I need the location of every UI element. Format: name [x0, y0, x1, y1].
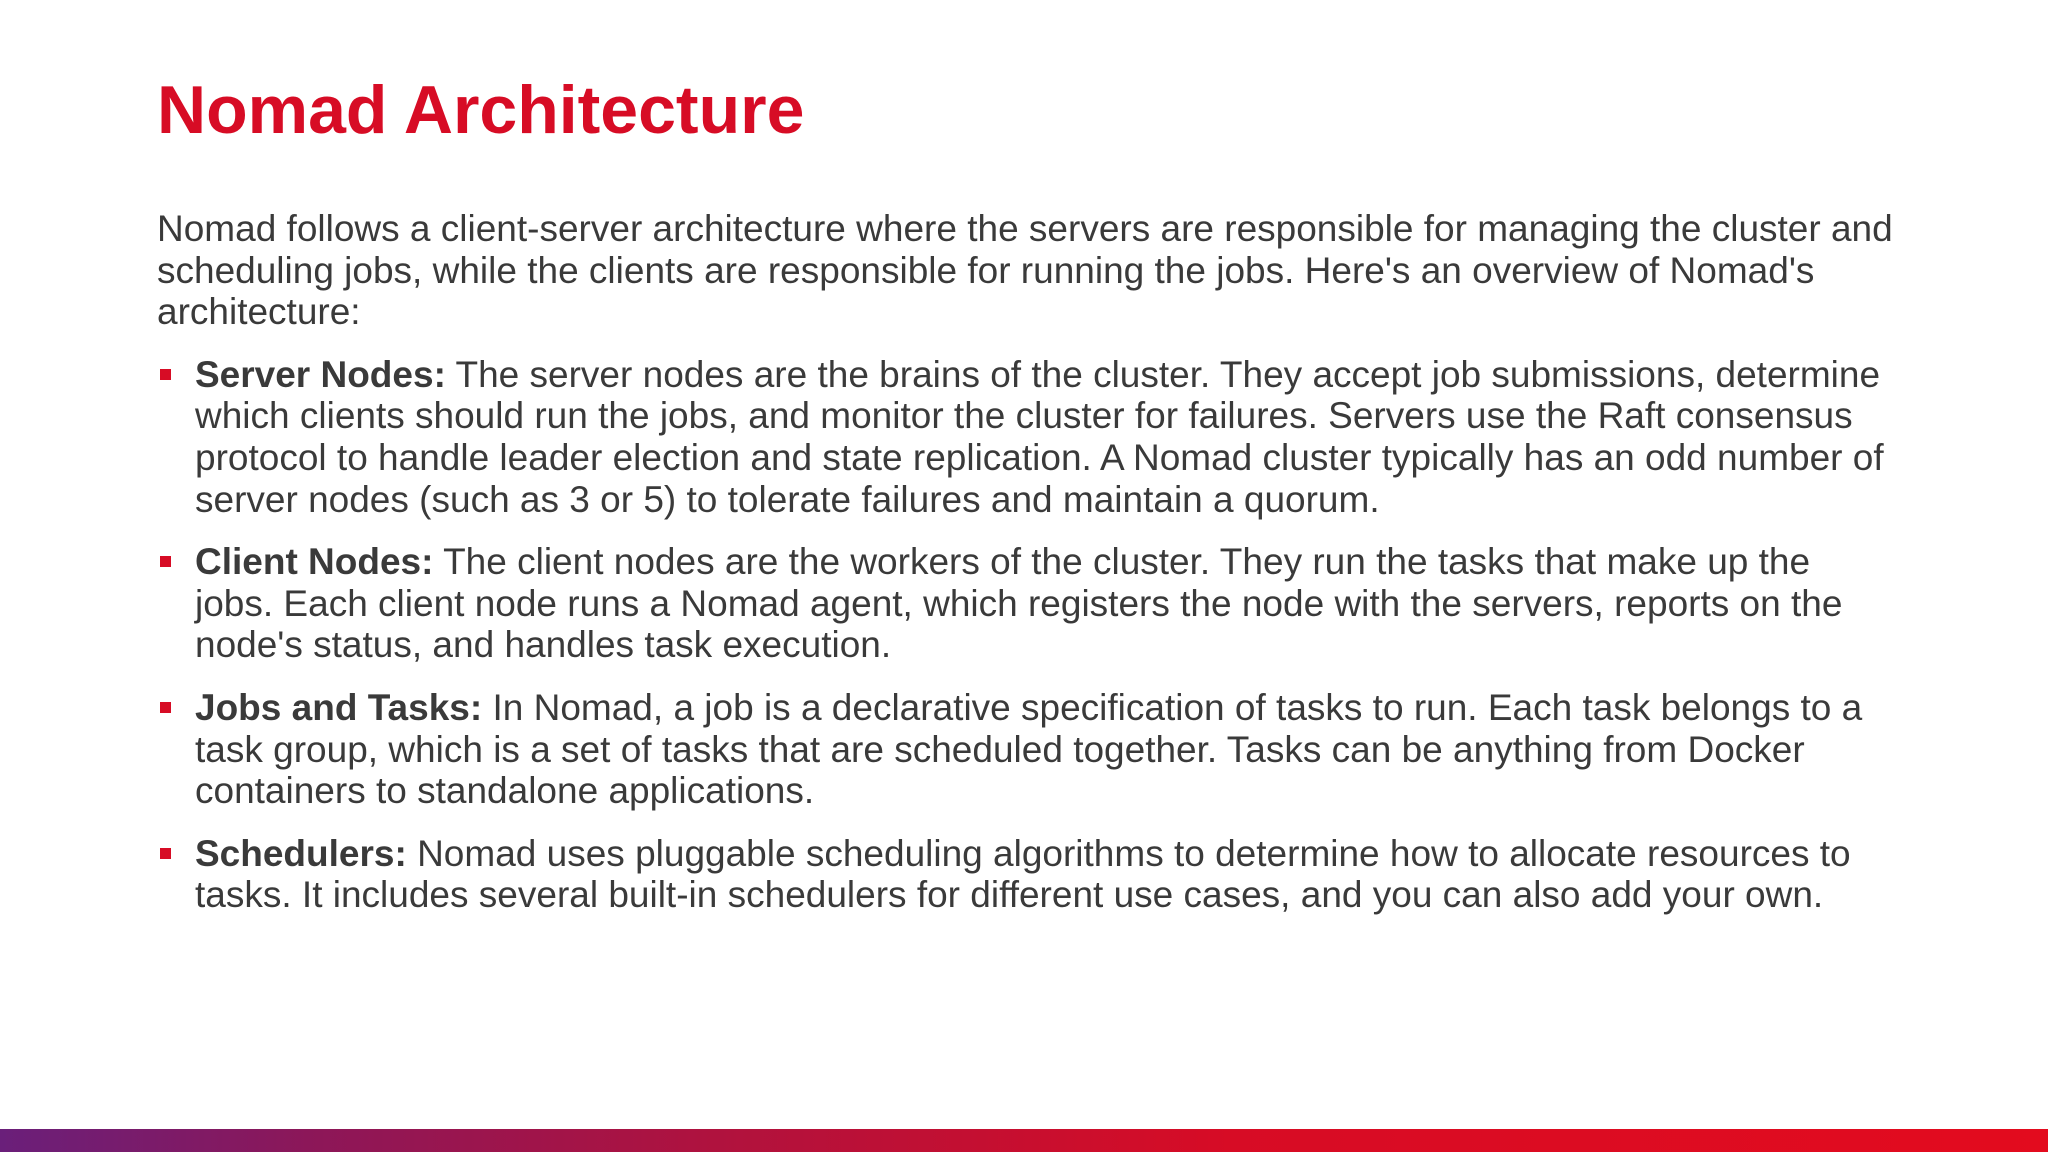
slide-title: Nomad Architecture [157, 72, 805, 148]
bullet-text: The server nodes are the brains of the cluster. They accept job submissions, determine which clients should run the jobs, and monitor the cluster for failures. Servers use the Raft consensus protocol to handle leader election and state replication. A Nomad cluster typically has an odd number of server nodes (such as 3 or 5) to tolerate failures and maintain a quorum. [195, 353, 1884, 520]
bullet-term: Jobs and Tasks: [195, 686, 483, 728]
bullet-text: Nomad uses pluggable scheduling algorithms to determine how to allocate resources to tasks. It includes several built-in schedulers for different use cases, and you can also add your own. [195, 832, 1851, 916]
bullet-list [157, 354, 1897, 916]
bullet-schedulers [157, 833, 1897, 916]
bullet-text: In Nomad, a job is a declarative specification of tasks to run. Each task belongs to a task group, which is a set of tasks that are scheduled together. Tasks can be anything from Docker containers to standalone applications. [195, 686, 1863, 812]
bullet-text: The client nodes are the workers of the cluster. They run the tasks that make up the jobs. Each client node runs a Nomad agent, which registers the node with the servers, reports on the node's status, and handles task execution. [195, 541, 1843, 666]
square-bullet-icon [160, 848, 171, 859]
square-bullet-icon [160, 556, 171, 567]
square-bullet-icon [160, 369, 171, 380]
square-bullet-icon [160, 702, 171, 713]
bullet-term: Server Nodes: [195, 353, 446, 395]
bullet-term: Client Nodes: [195, 541, 434, 583]
intro-paragraph: Nomad follows a client-server architecture where the servers are responsible for managing the cluster and scheduling jobs, while the clients are responsible for running the jobs. Here's an overview of Nomad's architecture: [157, 208, 1893, 333]
bullet-term: Schedulers: [195, 832, 407, 874]
bullet-server-nodes [157, 354, 1897, 520]
bullet-jobs-and-tasks [157, 687, 1897, 812]
bullet-client-nodes [157, 541, 1897, 666]
slide-body [157, 208, 1897, 937]
bottom-gradient-bar [0, 1129, 2048, 1152]
